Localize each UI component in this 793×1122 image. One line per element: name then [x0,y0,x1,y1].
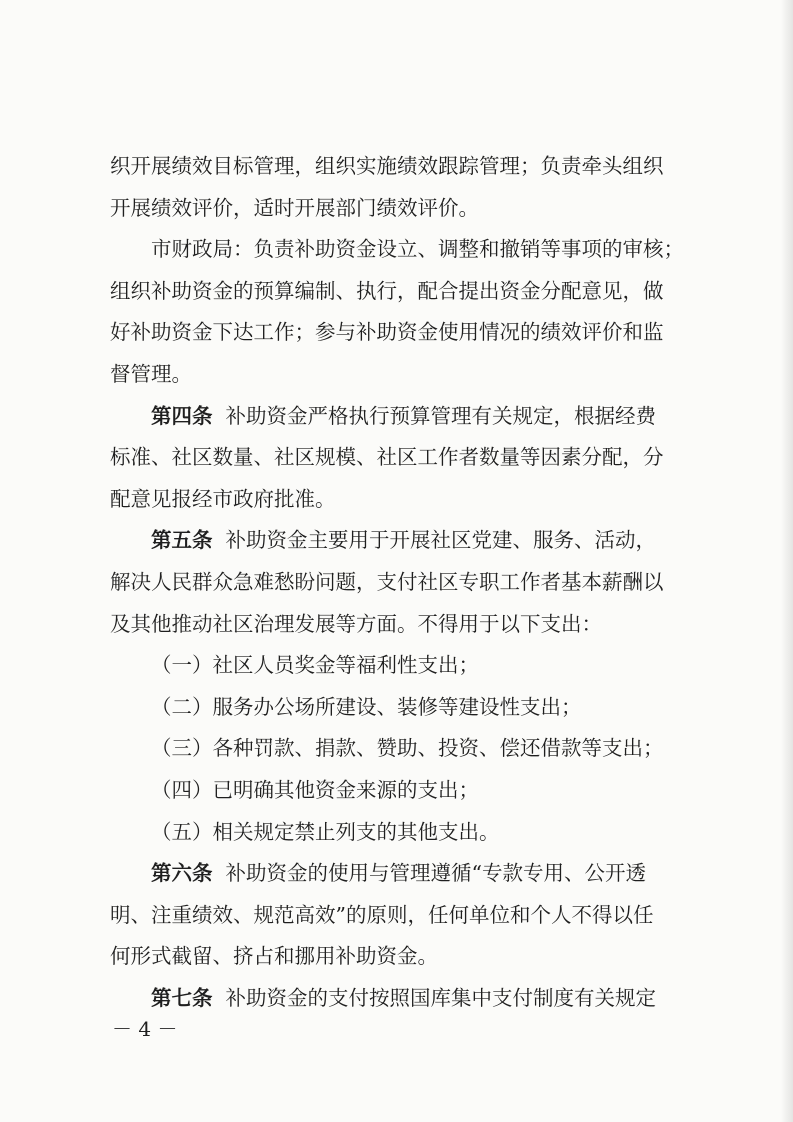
article-heading-line: 第四条 补助资金严格执行预算管理有关规定，根据经费 [151,403,657,428]
text-line: 解决人民群众急难愁盼问题，支付社区专职工作者基本薪酬以 [110,569,664,594]
document-body [110,146,690,1019]
article-heading-line: 第七条 补助资金的支付按照国库集中支付制度有关规定 [151,985,657,1010]
list-item: （四）已明确其他资金来源的支出； [151,777,479,802]
text-line: 开展绩效评价，适时开展部门绩效评价。 [110,195,479,220]
list-item: （五）相关规定禁止列支的其他支出。 [151,819,500,844]
text-line: 明、注重绩效、规范高效”的原则，任何单位和个人不得以任 [110,902,654,927]
article-heading-line: 第六条 补助资金的使用与管理遵循“专款专用、公开透 [151,861,647,886]
article-number: 第六条 [151,861,213,886]
text-line: 及其他推动社区治理发展等方面。不得用于以下支出： [110,611,602,636]
text-line: 织开展绩效目标管理，组织实施绩效跟踪管理；负责牵头组织 [110,154,664,178]
text-line: 督管理。 [110,361,192,386]
article-number: 第四条 [151,403,213,428]
text-line: 组织补助资金的预算编制、执行，配合提出资金分配意见，做 [110,278,664,303]
text-line: 市财政局：负责补助资金设立、调整和撤销等事项的审核； [151,237,684,262]
list-item: （三）各种罚款、捐款、赞助、投资、偿还借款等支出； [151,736,664,761]
article-number: 第七条 [151,985,213,1010]
page-number: － 4 － [112,1017,178,1041]
text-line: 何形式截留、挤占和挪用补助资金。 [110,944,438,969]
text-line: 标准、社区数量、社区规模、社区工作者数量等因素分配，分 [110,445,664,470]
scan-edge-shadow [781,0,793,1122]
list-item: （一）社区人员奖金等福利性支出； [151,653,479,678]
list-item: （二）服务办公场所建设、装修等建设性支出； [151,694,582,719]
text-line: 好补助资金下达工作；参与补助资金使用情况的绩效评价和监 [110,320,664,345]
text-line: 配意见报经市政府批准。 [110,486,336,511]
article-number: 第五条 [151,528,213,553]
article-heading-line: 第五条 补助资金主要用于开展社区党建、服务、活动， [151,528,657,553]
